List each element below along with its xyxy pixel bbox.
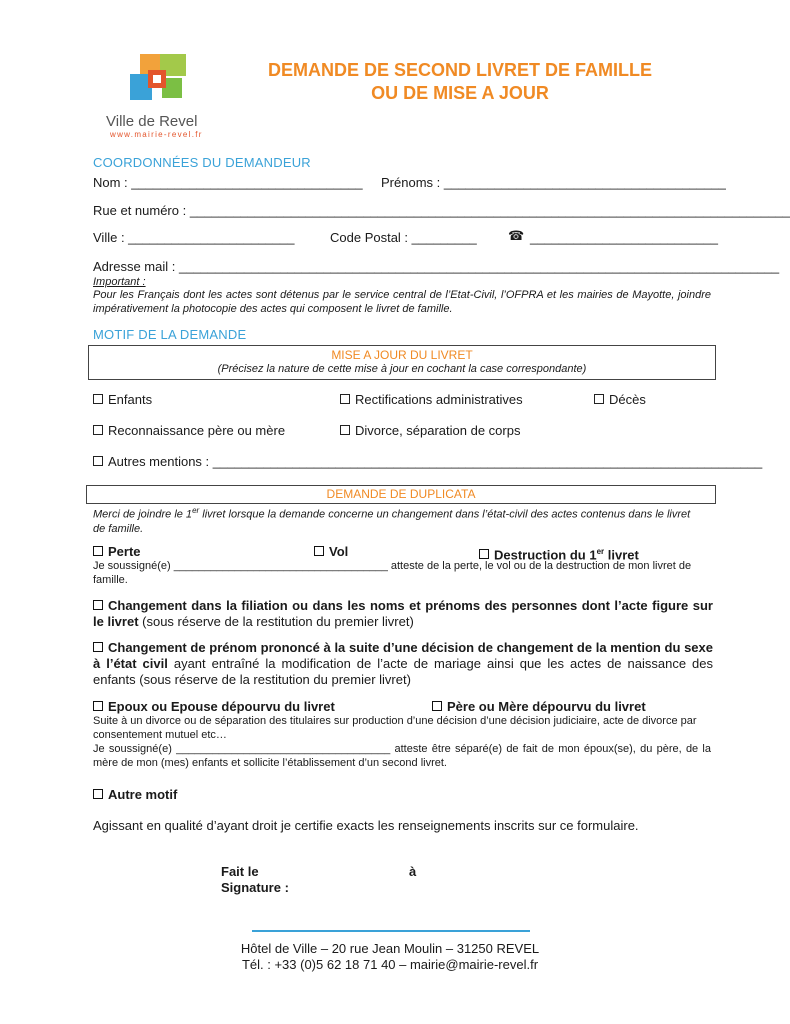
checkbox-reconnaissance[interactable]: Reconnaissance père ou mère	[93, 423, 285, 439]
checkbox-icon[interactable]	[314, 546, 324, 556]
footer-rule	[252, 930, 530, 932]
footer-address: Hôtel de Ville – 20 rue Jean Moulin – 31250 REVEL	[240, 941, 540, 956]
checkbox-icon[interactable]	[594, 394, 604, 404]
checkbox-icon[interactable]	[93, 642, 103, 652]
checkbox-divorce[interactable]: Divorce, séparation de corps	[340, 423, 520, 439]
mise-a-jour-title: MISE A JOUR DU LIVRET	[331, 348, 473, 362]
rue-field[interactable]: Rue et numéro : ___________________________________________________________________________________	[93, 203, 790, 218]
certification-text: Agissant en qualité d’ayant droit je certifie exacts les renseignements inscrits sur ce formulaire.	[93, 818, 639, 833]
checkbox-autres-mentions[interactable]: Autres mentions : ____________________________________________________________________________	[93, 454, 713, 470]
checkbox-icon[interactable]	[93, 456, 103, 466]
page-title-line2: OU DE MISE A JOUR	[371, 83, 549, 103]
section-heading-motif: MOTIF DE LA DEMANDE	[93, 327, 247, 342]
ville-field[interactable]: Ville : _______________________	[93, 230, 295, 245]
soussigne-separation-text: Je soussigné(e) ___________________________________ atteste être séparé(e) de fait de mon époux(se), du père, de la mère de mon (mes) enfants et sollicite l’établissement d’un second livret.	[93, 743, 711, 769]
prenoms-field[interactable]: Prénoms : _______________________________________	[381, 175, 726, 190]
checkbox-pere-mere[interactable]: Père ou Mère dépourvu du livret	[432, 699, 646, 715]
checkbox-deces[interactable]: Décès	[594, 392, 646, 408]
checkbox-rectifications[interactable]: Rectifications administratives	[340, 392, 523, 408]
mise-a-jour-box	[88, 345, 716, 380]
section-heading-demandeur: COORDONNÉES DU DEMANDEUR	[93, 155, 311, 170]
duplicata-box	[86, 485, 716, 504]
checkbox-icon[interactable]	[93, 394, 103, 404]
soussigne-perte-text: Je soussigné(e) ___________________________________ atteste de la perte, le vol ou de la destruction de mon livret de famille.	[93, 560, 692, 586]
checkbox-filiation[interactable]: Changement dans la filiation ou dans les noms et prénoms des personnes dont l’acte figure sur le livret (sous réserve de la restitution du premier livret)	[93, 598, 713, 629]
phone-field[interactable]: __________________________	[530, 230, 718, 245]
city-logo	[126, 52, 188, 104]
checkbox-autre-motif[interactable]: Autre motif	[93, 787, 177, 803]
important-label: Important :	[93, 276, 146, 288]
checkbox-icon[interactable]	[93, 425, 103, 435]
divorce-explanation: Suite à un divorce ou de séparation des titulaires sur production d’une décision d’une décision judiciaire, acte de divorce par consentement mutuel etc…	[93, 715, 697, 741]
a-label: à	[409, 864, 417, 879]
checkbox-icon[interactable]	[93, 789, 103, 799]
page-title-line1: DEMANDE DE SECOND LIVRET DE FAMILLE	[267, 60, 653, 80]
checkbox-icon[interactable]	[93, 701, 103, 711]
mise-a-jour-subtitle: (Précisez la nature de cette mise à jour en cochant la case correspondante)	[217, 363, 587, 375]
logo-url: www.mairie-revel.fr	[110, 130, 203, 139]
checkbox-enfants[interactable]: Enfants	[93, 392, 152, 408]
code-postal-field[interactable]: Code Postal : _________	[330, 230, 477, 245]
duplicata-note: Merci de joindre le 1er livret lorsque la demande concerne un changement dans l’état-civil des actes contenus dans le livret de famille.	[93, 506, 691, 535]
checkbox-destruction[interactable]: Destruction du 1er livret	[479, 544, 639, 563]
checkbox-icon[interactable]	[93, 600, 103, 610]
logo-city-name: Ville de Revel	[106, 113, 198, 130]
checkbox-icon[interactable]	[340, 425, 350, 435]
duplicata-title: DEMANDE DE DUPLICATA	[326, 487, 476, 501]
fait-le-label: Fait le	[221, 864, 259, 879]
checkbox-epoux[interactable]: Epoux ou Epouse dépourvu du livret	[93, 699, 335, 715]
important-text: Pour les Français dont les actes sont détenus par le service central de l’Etat-Civil, l’OFPRA et les mairies de Mayotte, joindre impérativement la photocopie des actes qui composent le livret de famille.	[93, 289, 711, 315]
phone-icon: ☎	[508, 229, 525, 244]
checkbox-icon[interactable]	[93, 546, 103, 556]
checkbox-icon[interactable]	[340, 394, 350, 404]
signature-label: Signature :	[221, 880, 289, 895]
mail-field[interactable]: Adresse mail : ___________________________________________________________________________________	[93, 259, 780, 274]
checkbox-changement-prenom[interactable]: Changement de prénom prononcé à la suite d’une décision de changement de la mention du sexe à l’état civil ayant entraîné la modification de l’acte de mariage ainsi que les actes de naissance des enfants (sous réserve de la restitution du premier livret)	[93, 640, 714, 687]
checkbox-icon[interactable]	[479, 549, 489, 559]
nom-field[interactable]: Nom : ________________________________	[93, 175, 363, 190]
checkbox-icon[interactable]	[432, 701, 442, 711]
checkbox-perte[interactable]: Perte	[93, 544, 141, 560]
checkbox-vol[interactable]: Vol	[314, 544, 348, 560]
footer-contact: Tél. : +33 (0)5 62 18 71 40 – mairie@mairie-revel.fr	[241, 957, 539, 972]
